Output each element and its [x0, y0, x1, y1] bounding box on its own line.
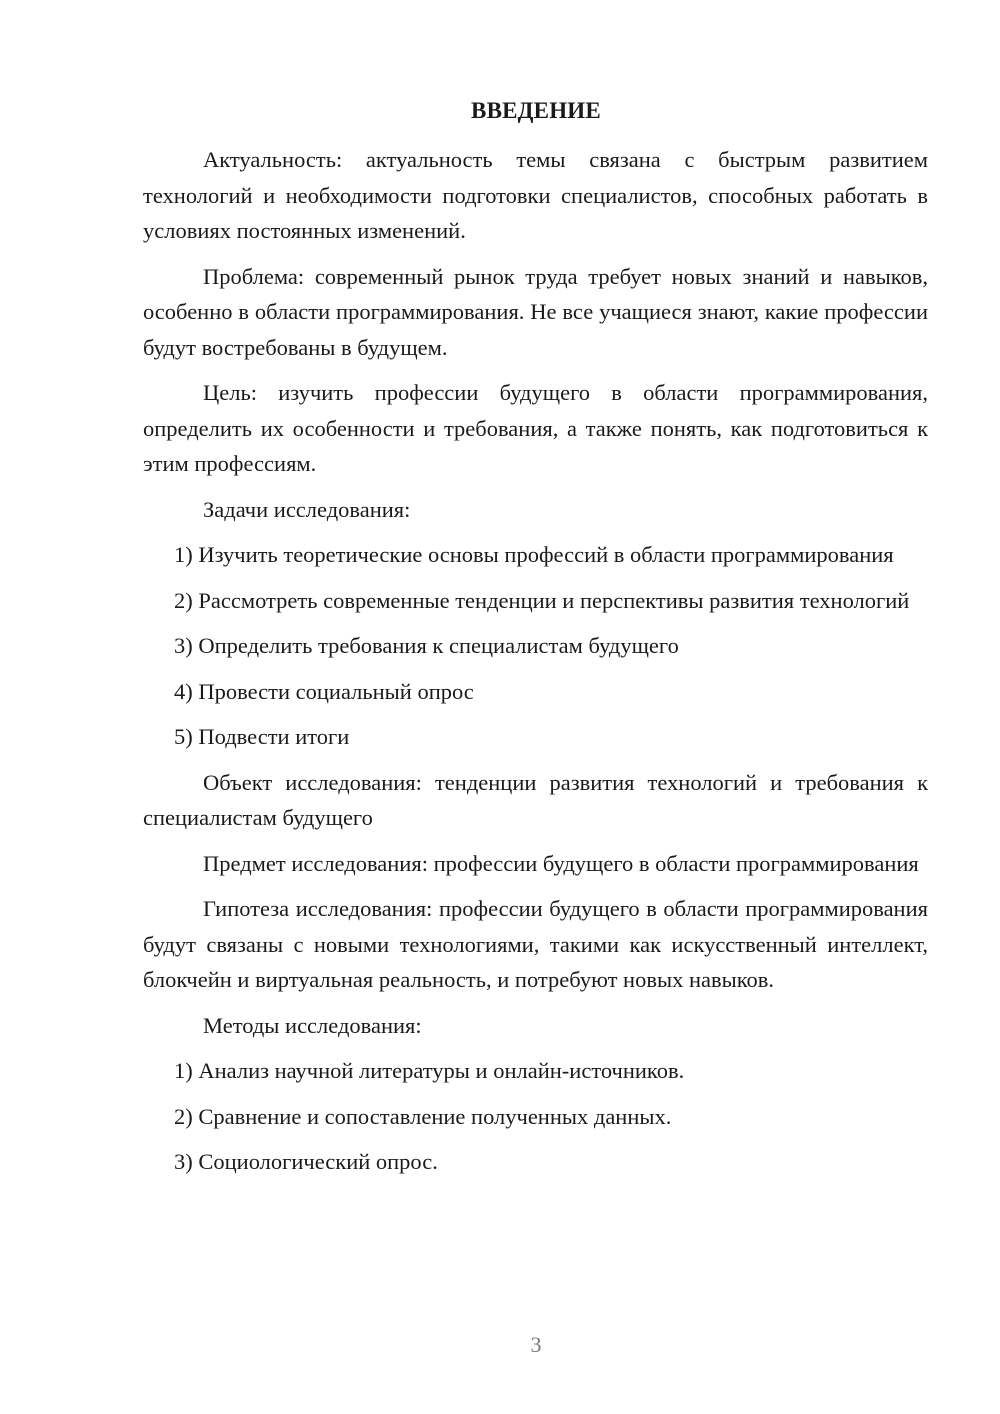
problem-paragraph: Проблема: современный рынок труда требует новых знаний и навыков, особенно в области программирования. Не все учащиеся знают, какие профессии будут востребованы в будущем. [143, 263, 928, 360]
list-item: 3) Определить требования к специалистам будущего [174, 633, 679, 658]
subject-paragraph: Предмет исследования: профессии будущего в области программирования [203, 850, 919, 876]
tasks-heading: Задачи исследования: [203, 496, 411, 522]
relevance-paragraph: Актуальность: актуальность темы связана с быстрым развитием технологий и необходимости подготовки специалистов, способных работать в условиях постоянных изменений. [143, 147, 928, 243]
list-item: 2) Рассмотреть современные тенденции и перспективы развития технологий [174, 587, 910, 613]
methods-list [143, 1053, 928, 1180]
tasks-list [143, 537, 928, 755]
methods-heading: Методы исследования: [203, 1012, 422, 1038]
list-item: 4) Провести социальный опрос [174, 678, 474, 704]
list-item: 3) Социологический опрос. [174, 1149, 438, 1174]
list-item: 5) Подвести итоги [174, 724, 350, 749]
goal-paragraph: Цель: изучить профессии будущего в области программирования, определить их особенности и требования, а также понять, как подготовиться к этим профессиям. [143, 380, 928, 476]
hypothesis-paragraph: Гипотеза исследования: профессии будущего в области программирования будут связаны с новыми технологиями, такими как искусственный интеллект, блокчейн и виртуальная реальность, и потребуют новых навыков. [143, 896, 928, 992]
list-item: 1) Анализ научной литературы и онлайн-источников. [174, 1058, 685, 1083]
page-title: ВВЕДЕНИЕ [471, 98, 601, 123]
document-body [143, 142, 928, 1180]
page-number: 3 [530, 1332, 542, 1357]
list-item: 2) Сравнение и сопоставление полученных данных. [174, 1103, 672, 1129]
object-paragraph: Объект исследования: тенденции развития технологий и требования к специалистам будущего [143, 769, 928, 830]
list-item: 1) Изучить теоретические основы профессий в области программирования [174, 542, 894, 567]
